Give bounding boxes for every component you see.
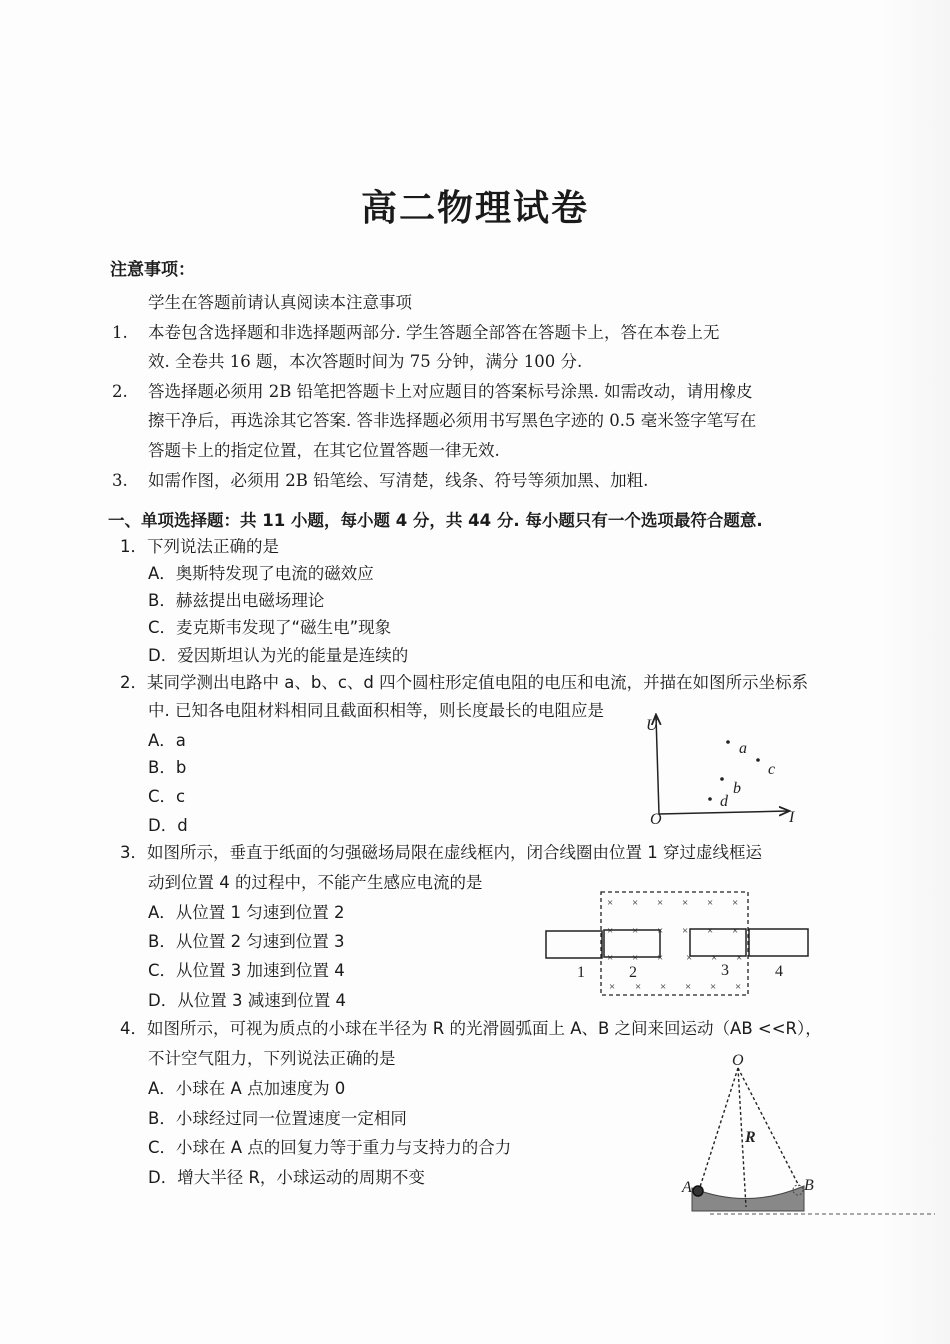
svg-text:×: × [735, 981, 742, 993]
svg-text:×: × [732, 925, 739, 937]
notes-heading: 注意事项： [110, 260, 195, 280]
position-label-2: 2 [629, 964, 637, 981]
svg-text:×: × [657, 925, 664, 937]
point-c [756, 758, 760, 762]
note-number: 2. [112, 382, 128, 401]
position-label-4: 4 [775, 963, 783, 980]
svg-text:×: × [707, 925, 714, 937]
svg-text:×: × [710, 981, 717, 993]
option: D．d [148, 816, 188, 835]
question-stem: 中. 已知各电阻材料相同且截面积相等，则长度最长的电阻应是 [148, 701, 604, 720]
note-number: 3. [112, 471, 128, 490]
option: C．小球在 A 点的回复力等于重力与支持力的合力 [148, 1138, 512, 1157]
svg-text:×: × [657, 952, 664, 964]
note-line: 效. 全卷共 16 题，本次答题时间为 75 分钟，满分 100 分. [148, 352, 583, 371]
radius-label: R [745, 1129, 756, 1146]
svg-text:×: × [607, 897, 614, 909]
i-axis [659, 811, 788, 814]
ball-icon [693, 1186, 703, 1196]
option: D．爱因斯坦认为光的能量是连续的 [148, 646, 409, 665]
u-label: U [646, 717, 658, 734]
question-stem: 动到位置 4 的过程中，不能产生感应电流的是 [148, 873, 483, 892]
coil-position-4 [749, 929, 808, 956]
label-c: c [768, 761, 776, 778]
svg-text:×: × [686, 952, 693, 964]
option: C．麦克斯韦发现了“磁生电”现象 [148, 618, 392, 637]
option: C．c [148, 787, 186, 806]
question-stem: 1．下列说法正确的是 [120, 537, 279, 556]
coil-diagram [546, 892, 808, 995]
option: B．小球经过同一位置速度一定相同 [148, 1109, 407, 1128]
note-line: 擦干净后，再选涂其它答案. 答非选择题必须用书写黑色字迹的 0.5 毫米签字笔写在 [148, 411, 757, 430]
option: D．从位置 3 减速到位置 4 [148, 991, 346, 1010]
svg-text:×: × [682, 897, 689, 909]
question-stem: 不计空气阻力，下列说法正确的是 [148, 1049, 396, 1068]
svg-text:×: × [682, 925, 689, 937]
question-stem: 2．某同学测出电路中 a、b、c、d 四个圆柱形定值电阻的电压和电流，并描在如图所示坐标系 [120, 673, 809, 692]
point-b [720, 777, 724, 781]
option: B．赫兹提出电磁场理论 [148, 591, 325, 610]
note-line: 如需作图，必须用 2B 铅笔绘、写清楚，线条、符号等须加黑、加粗. [148, 471, 649, 490]
svg-text:×: × [711, 952, 718, 964]
point-label-b: B [804, 1177, 814, 1194]
point-d [708, 797, 712, 801]
point-label-a: A [682, 1179, 692, 1196]
svg-text:×: × [632, 952, 639, 964]
ui-graph [646, 716, 795, 828]
svg-text:×: × [657, 897, 664, 909]
svg-text:×: × [632, 897, 639, 909]
option: C．从位置 3 加速到位置 4 [148, 961, 345, 980]
arc-diagram [681, 1052, 935, 1214]
origin-label: O [650, 811, 662, 828]
option: B．从位置 2 匀速到位置 3 [148, 932, 345, 951]
label-b: b [733, 780, 741, 797]
note-number: 1. [112, 323, 128, 342]
position-label-1: 1 [577, 964, 585, 981]
svg-text:×: × [607, 952, 614, 964]
svg-text:×: × [685, 981, 692, 993]
page-title: 高二物理试卷 [360, 188, 589, 229]
option: A．a [148, 731, 186, 750]
center-label-o: O [732, 1052, 744, 1069]
svg-text:×: × [660, 981, 667, 993]
i-label: I [789, 809, 795, 826]
svg-text:×: × [607, 925, 614, 937]
note-line: 答选择题必须用 2B 铅笔把答题卡上对应题目的答案标号涂黑. 如需改动，请用橡皮 [148, 382, 753, 401]
note-line: 本卷包含选择题和非选择题两部分. 学生答题全部答在答题卡上，答在本卷上无 [148, 323, 720, 342]
svg-text:×: × [707, 897, 714, 909]
question-stem: 4．如图所示，可视为质点的小球在半径为 R 的光滑圆弧面上 A、B 之间来回运动（AB <<R）， [120, 1019, 822, 1038]
field-region [601, 892, 748, 995]
option: A．小球在 A 点加速度为 0 [148, 1079, 346, 1098]
section-heading: 一、单项选择题：共 11 小题，每小题 4 分，共 44 分. 每小题只有一个选项最符合题意. [108, 511, 763, 530]
svg-text:×: × [632, 925, 639, 937]
label-a: a [739, 740, 747, 757]
option: A．从位置 1 匀速到位置 2 [148, 903, 345, 922]
label-d: d [720, 793, 728, 810]
svg-text:×: × [736, 952, 743, 964]
svg-text:×: × [635, 981, 642, 993]
option: D．增大半径 R，小球运动的周期不变 [148, 1168, 425, 1187]
svg-text:×: × [609, 981, 616, 993]
option: A．奥斯特发现了电流的磁效应 [148, 564, 374, 583]
arc-surface [692, 1186, 804, 1211]
point-a [726, 740, 730, 744]
option: B．b [148, 758, 187, 777]
note-line: 答题卡上的指定位置，在其它位置答题一律无效. [148, 441, 500, 460]
question-stem: 3．如图所示，垂直于纸面的匀强磁场局限在虚线框内，闭合线圈由位置 1 穿过虚线框运 [120, 843, 762, 862]
svg-text:×: × [732, 897, 739, 909]
coil-position-1 [546, 931, 602, 958]
position-label-3: 3 [721, 962, 729, 979]
notes-intro: 学生在答题前请认真阅读本注意事项 [148, 293, 412, 312]
